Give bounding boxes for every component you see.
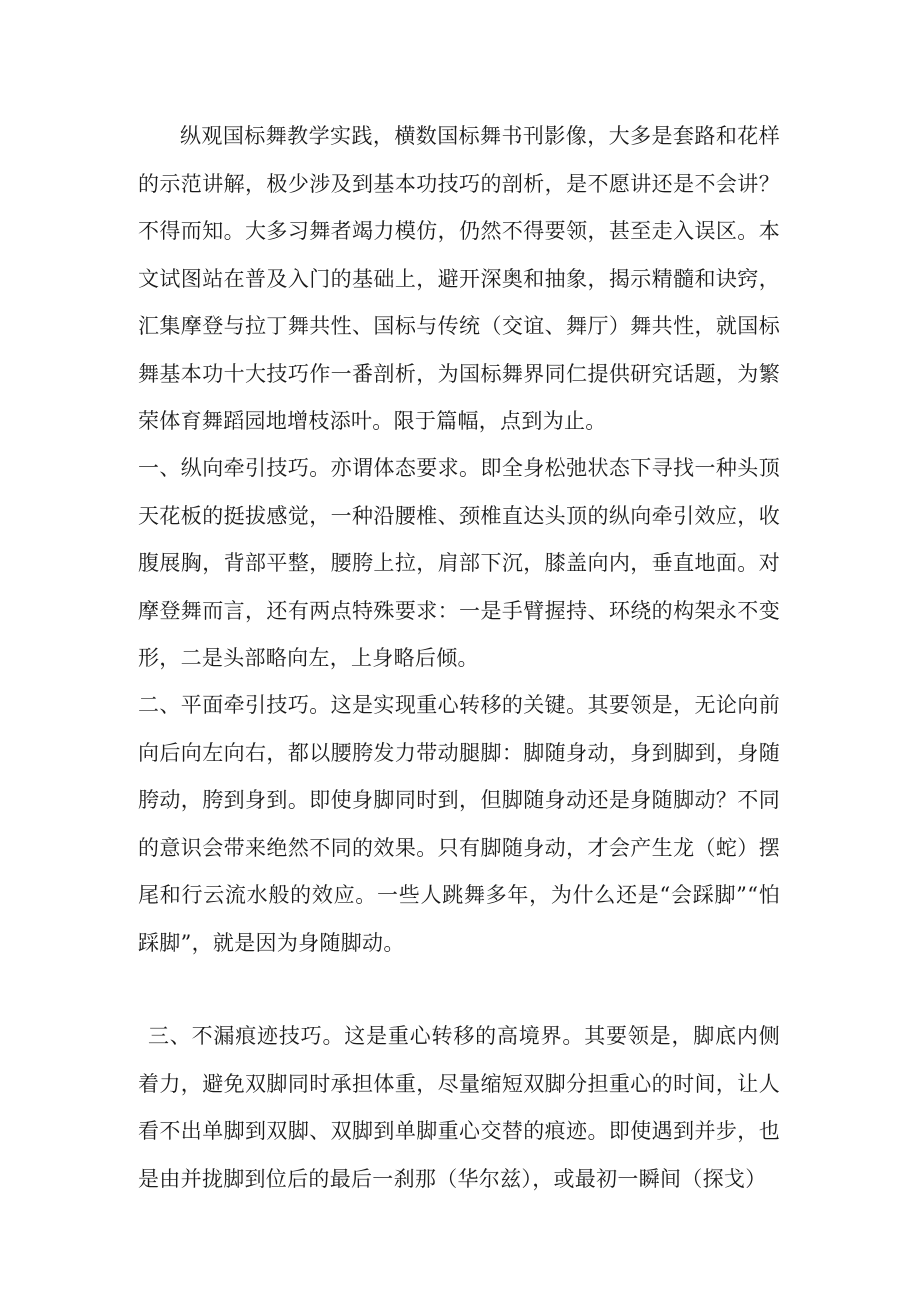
- section-1-paragraph: 一、纵向牵引技巧。亦谓体态要求。即全身松弛状态下寻找一种头顶天花板的挺拔感觉，一种沿腰椎、颈椎直达头顶的纵向牵引效应，收腹展胸，背部平整，腰胯上拉，肩部下沉，膝盖向内，垂直地面。对摩登舞而言，还有两点特殊要求：一是手臂握持、环绕的构架永不变形，二是头部略向左，上身略后倾。: [138, 456, 780, 670]
- intro-paragraph: 纵观国标舞教学实践，横数国标舞书刊影像，大多是套路和花样的示范讲解，极少涉及到基本功技巧的剖析，是不愿讲还是不会讲？不得而知。大多习舞者竭力模仿，仍然不得要领，甚至走入误区。本文试图站在普及入门的基础上，避开深奥和抽象，揭示精髓和诀窍，汇集摩登与拉丁舞共性、国标与传统（交谊、舞厅）舞共性，就国标舞基本功十大技巧作一番剖析，为国标舞界同仁提供研究话题，为繁荣体育舞蹈园地增枝添叶。限于篇幅，点到为止。: [138, 124, 780, 433]
- section-3-paragraph: 三、不漏痕迹技巧。这是重心转移的高境界。其要领是，脚底内侧着力，避免双脚同时承担体重，尽量缩短双脚分担重心的时间，让人看不出单脚到双脚、双脚到单脚重心交替的痕迹。即使遇到并步，也是由并拢脚到位后的最后一刹那（华尔兹），或最初一瞬间（探戈）: [138, 1024, 780, 1191]
- section-2-paragraph: 二、平面牵引技巧。这是实现重心转移的关键。其要领是，无论向前向后向左向右，都以腰胯发力带动腿脚：脚随身动，身到脚到，身随胯动，胯到身到。即使身脚同时到，但脚随身动还是身随脚动？不同的意识会带来绝然不同的效果。只有脚随身动，才会产生龙（蛇）摆尾和行云流水般的效应。一些人跳舞多年，为什么还是“会踩脚”“怕踩脚”，就是因为身随脚动。: [138, 693, 780, 955]
